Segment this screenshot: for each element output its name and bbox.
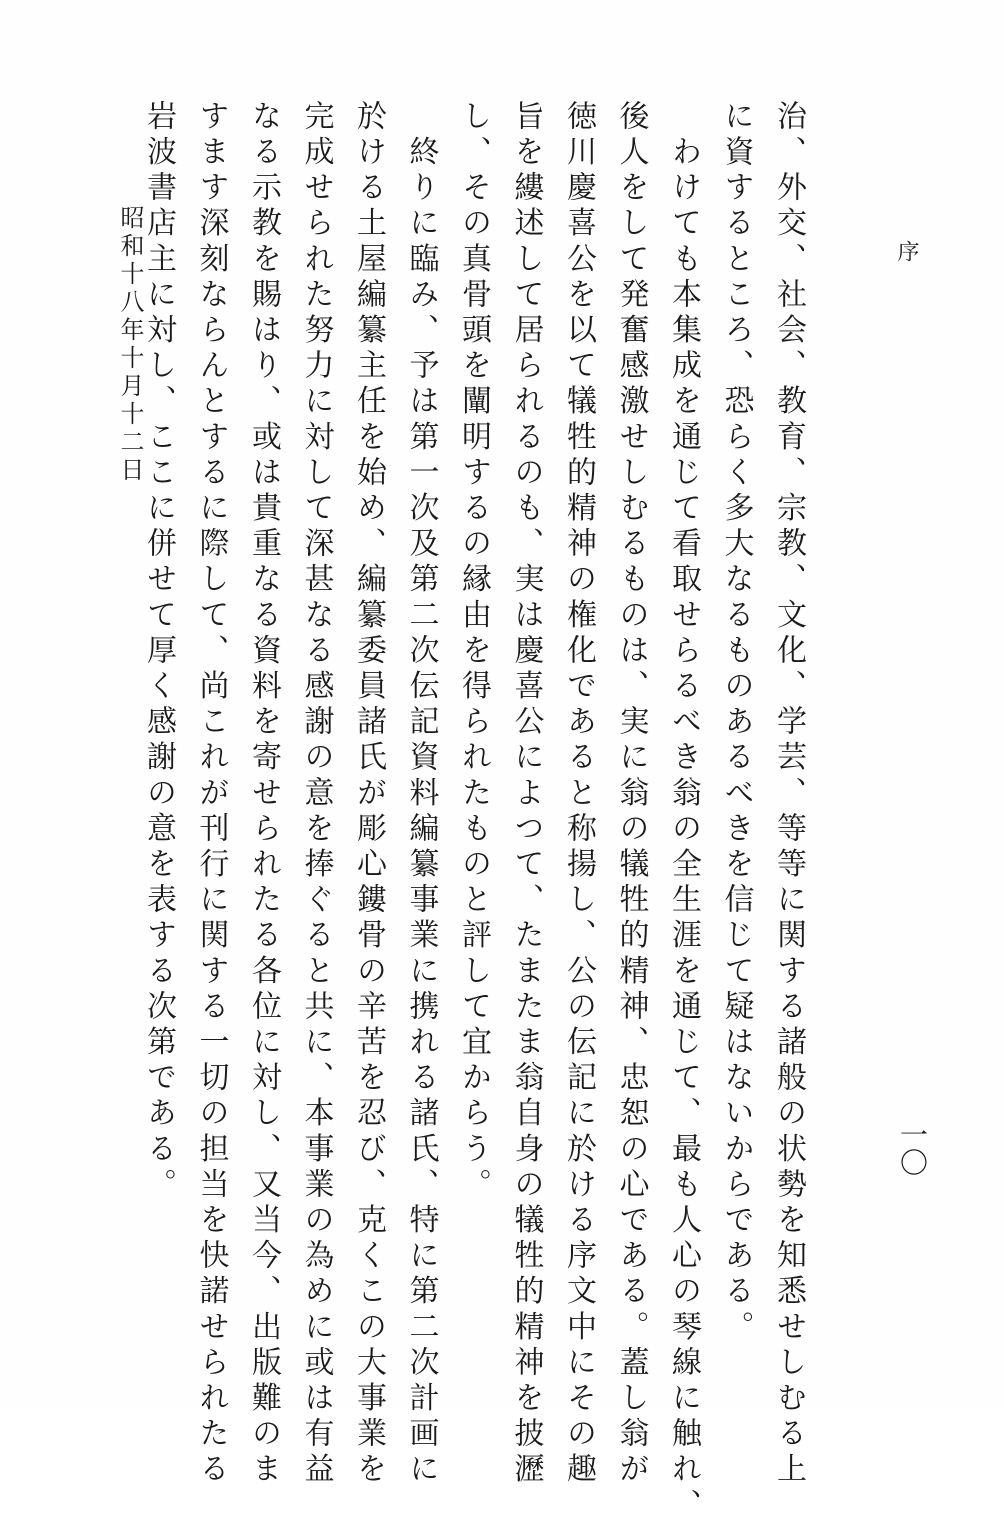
text-line: なる示教を賜はり、或は貴重なる資料を寄せられたる各位に対し、又当今、出版難のま <box>246 100 281 1489</box>
text-line: 岩波書店主に対し、ここに併せて厚く感謝の意を表する次第である。 <box>141 100 176 1204</box>
text-line: 完成せられた努力に対して深甚なる感謝の意を捧ぐると共に、本事業の為めに或は有益 <box>298 100 334 1489</box>
text-line: 徳川慶喜公を以て犠牲的精神の権化であると称揚し、公の伝記に於ける序文中にその趣 <box>561 100 596 1489</box>
text-line: 於ける土屋編纂主任を始め、編纂委員諸氏が彫心鏤骨の辛苦を忍び、克くこの大事業を <box>351 100 386 1489</box>
date-line: 昭和十八年十月十二日 <box>116 205 144 485</box>
text-line: わけても本集成を通じて看取せらるべき翁の全生涯を通じて、最も人心の琴線に触れ、 <box>666 100 701 1524</box>
text-line: に資するところ、恐らく多大なるものあるべきを信じて疑はないからである。 <box>718 100 754 1346</box>
text-line: すます深刻ならんとするに際して、尚これが刊行に関する一切の担当を快諾せられたる <box>193 100 229 1489</box>
text-line: 旨を縷述して居られるのも、実は慶喜公によつて、たまたま翁自身の犠牲的精神を披瀝 <box>508 100 544 1489</box>
section-title: 序 <box>894 240 919 262</box>
page-number: 一〇 <box>896 1120 929 1176</box>
text-line: 後人をして発奮感激せしむるものは、実に翁の犠牲的精神、忠恕の心である。蓋し翁が <box>613 100 649 1489</box>
text-line: 治、外交、社会、教育、宗教、文化、学芸、等等に関する諸般の状勢を知悉せしむる上 <box>771 100 806 1489</box>
body-text <box>141 100 814 1524</box>
text-line: 終りに臨み、予は第一次及第二次伝記資料編纂事業に携れる諸氏、特に第二次計画に <box>403 100 439 1489</box>
text-line: し、その真骨頭を闡明するの縁由を得られたものと評して宜からう。 <box>456 100 491 1204</box>
